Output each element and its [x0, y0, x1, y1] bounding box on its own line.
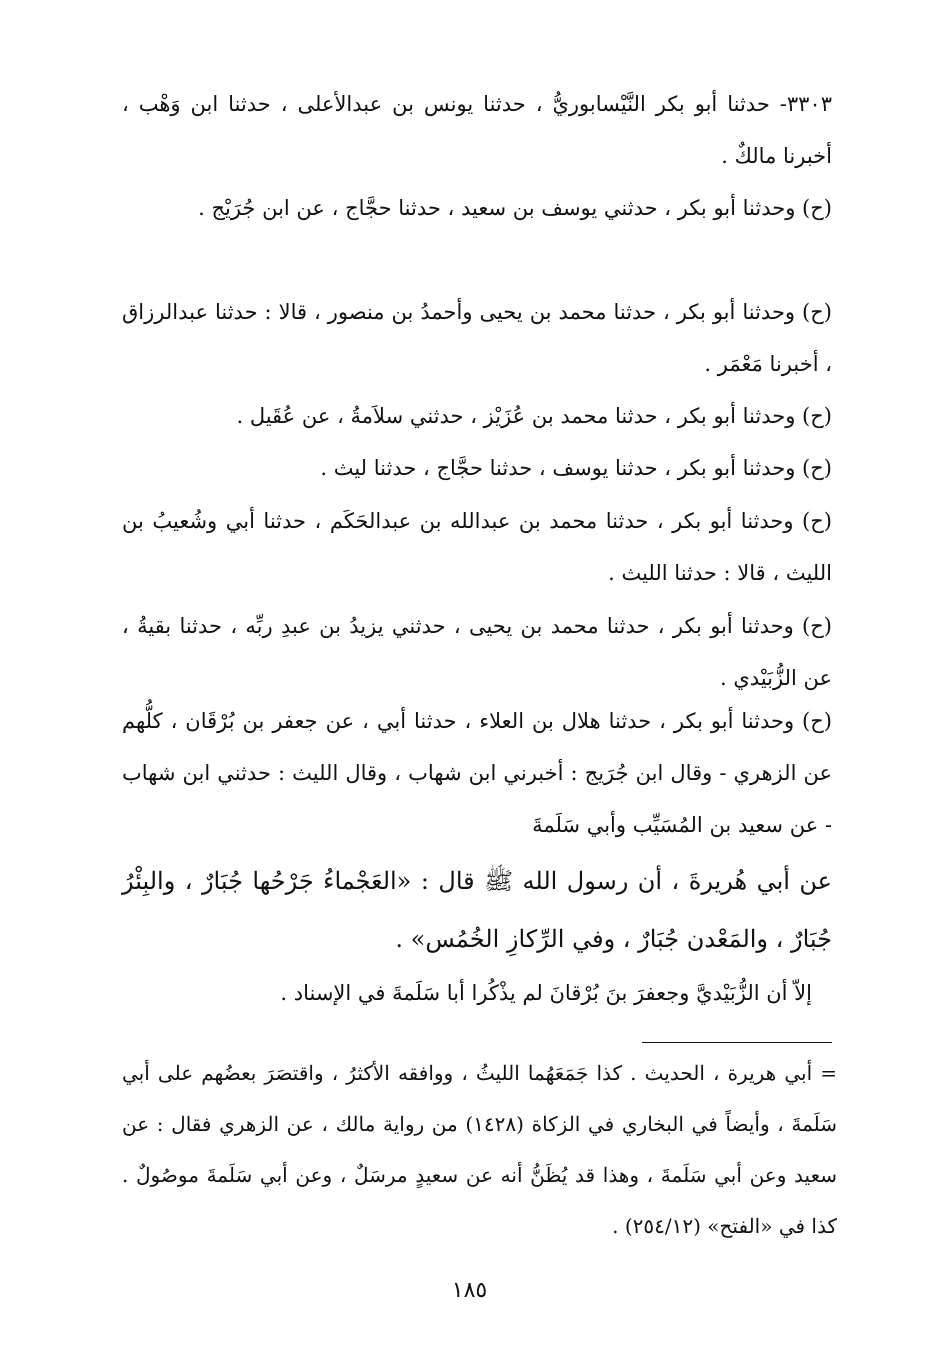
isnad-paragraph-7: (ح) وحدثنا أبو بكر ، حدثنا محمد بن يحيى ، حدثني يزيدُ بن عبدِ ربِّه ، حدثنا بقيةُ ، عن الزُّبَيْدي .	[122, 614, 832, 690]
isnad-paragraph-5: (ح) وحدثنا أبو بكر ، حدثنا يوسف ، حدثنا حجَّاج ، حدثنا ليث .	[320, 456, 832, 480]
isnad-note: إلاّ أن الزُّبَيْديَّ وجعفرَ بنَ بُرْقانَ لم يذْكُرا أبا سَلَمةَ في الإسناد .	[280, 981, 812, 1005]
footnote-text: = أبي هريرة ، الحديث . كذا جَمَعَهُما الليثُ ، ووافقه الأكثرُ ، واقتصَرَ بعضُهم على أبي سَلَمةَ ، وأيضاً في البخاري في الزكاة (١٤٢٨) من رواية مالك ، عن الزهري فقال : عن سعيد وعن أبي سَلَمةَ ، وهذا قد يُظَنُّ أنه عن سعيدٍ مرسَلٌ ، وعن أبي سَلَمةَ موصُولٌ . كذا في «الفتح» (٢٥٤/١٢) .	[122, 1061, 838, 1238]
isnad-block-2	[122, 182, 832, 234]
hadith-text: عن أبي هُريرةَ ، أن رسول الله ﷺ قال : «العَجْماءُ جَرْحُها جُبَارٌ ، والبِئْرُ جُبَارٌ ، والمَعْدن جُبَارٌ ، وفي الرِّكازِ الخُمُس» .	[122, 867, 832, 953]
isnad-block-3	[122, 286, 832, 390]
isnad-block-7	[122, 600, 832, 704]
isnad-paragraph-8: (ح) وحدثنا أبو بكر ، حدثنا هلال بن العلاء ، حدثنا أبي ، عن جعفر بن بُرْقَان ، كلُّهم عن الزهري - وقال ابن جُرَيج : أخبرني ابن شهاب ، وقال الليث : حدثني ابن شهاب - عن سعيد بن المُسَيِّب وأبي سَلَمةَ	[122, 709, 832, 837]
page-number: ١٨٥	[451, 1278, 488, 1303]
isnad-block-6	[122, 495, 832, 599]
isnad-block-4	[122, 390, 832, 442]
footnote-block	[122, 1048, 837, 1252]
isnad-block-5	[122, 442, 832, 494]
isnad-paragraph-2: (ح) وحدثنا أبو بكر ، حدثني يوسف بن سعيد ، حدثنا حجَّاج ، عن ابن جُرَيْج .	[198, 196, 832, 220]
isnad-paragraph-6: (ح) وحدثنا أبو بكر ، حدثنا محمد بن عبدالله بن عبدالحَكَم ، حدثنا أبي وشُعيبُ بن الليث ، قالا : حدثنا الليث .	[122, 509, 832, 585]
isnad-paragraph-1: ٣٣٠٣- حدثنا أبو بكر النَّيْسابوريُّ ، حدثنا يونس بن عبدالأعلى ، حدثنا ابن وَهْب ، أخبرنا مالكٌ .	[122, 92, 832, 168]
hadith-matn-block	[122, 852, 832, 1018]
isnad-paragraph-3: (ح) وحدثنا أبو بكر ، حدثنا محمد بن يحيى وأحمدُ بن منصور ، قالا : حدثنا عبدالرزاق ، أخبرنا مَعْمَر .	[122, 300, 832, 376]
isnad-block-8	[122, 695, 832, 851]
isnad-block	[122, 78, 832, 182]
footnote-divider	[642, 1042, 832, 1043]
isnad-paragraph-4: (ح) وحدثنا أبو بكر ، حدثنا محمد بن عُزَيْز ، حدثني سلاَمةُ ، عن عُقَيل .	[236, 404, 832, 428]
